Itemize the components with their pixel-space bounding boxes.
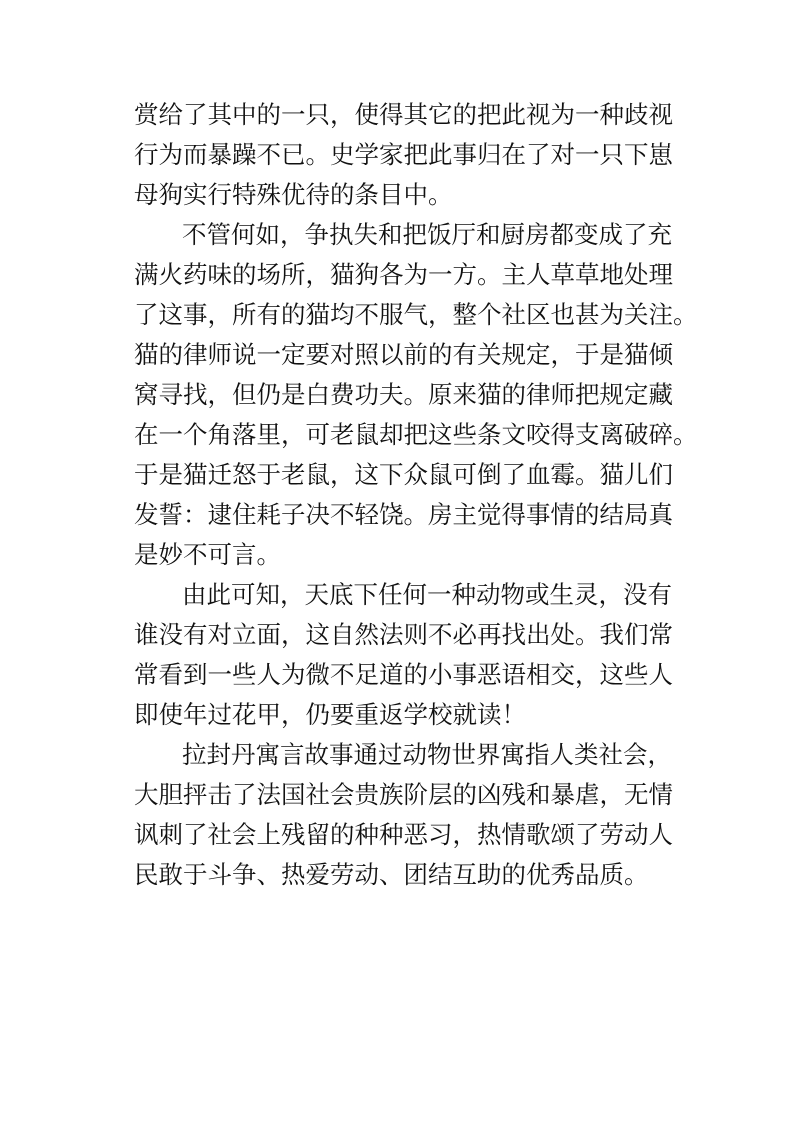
text-line: 了这事，所有的猫均不服气，整个社区也甚为关注。 [134,300,698,329]
body-text [134,95,698,895]
text-line: 赏给了其中的一只，使得其它的把此视为一种歧视 [134,100,673,129]
text-line: 即使年过花甲，仍要重返学校就读！ [134,700,526,729]
text-line: 行为而暴躁不已。史学家把此事归在了对一只下崽 [134,140,673,169]
text-line: 满火药味的场所，猫狗各为一方。主人草草地处理 [134,260,673,289]
paragraph-first-line: 不管何如，争执失和把饭厅和厨房都变成了充 [182,220,672,249]
paragraph-first-line: 由此可知，天底下任何一种动物或生灵，没有 [182,580,672,609]
text-line: 常看到一些人为微不足道的小事恶语相交，这些人 [134,660,673,689]
text-line: 在一个角落里，可老鼠却把这些条文咬得支离破碎。 [134,420,698,449]
text-line: 民敢于斗争、热爱劳动、团结互助的优秀品质。 [134,860,649,889]
text-line: 是妙不可言。 [134,540,281,569]
text-line: 谁没有对立面，这自然法则不必再找出处。我们常 [134,620,673,649]
paragraph-first-line: 拉封丹寓言故事通过动物世界寓指人类社会， [182,740,672,769]
text-line: 窝寻找，但仍是白费功夫。原来猫的律师把规定藏 [134,380,673,409]
text-line: 母狗实行特殊优待的条目中。 [134,180,453,209]
text-line: 大胆抨击了法国社会贵族阶层的凶残和暴虐，无情 [134,780,673,809]
text-line: 讽刺了社会上残留的种种恶习，热情歌颂了劳动人 [134,820,673,849]
text-line: 发誓：逮住耗子决不轻饶。房主觉得事情的结局真 [134,500,673,529]
text-line: 于是猫迁怒于老鼠，这下众鼠可倒了血霉。猫儿们 [134,460,673,489]
text-line: 猫的律师说一定要对照以前的有关规定，于是猫倾 [134,340,673,369]
